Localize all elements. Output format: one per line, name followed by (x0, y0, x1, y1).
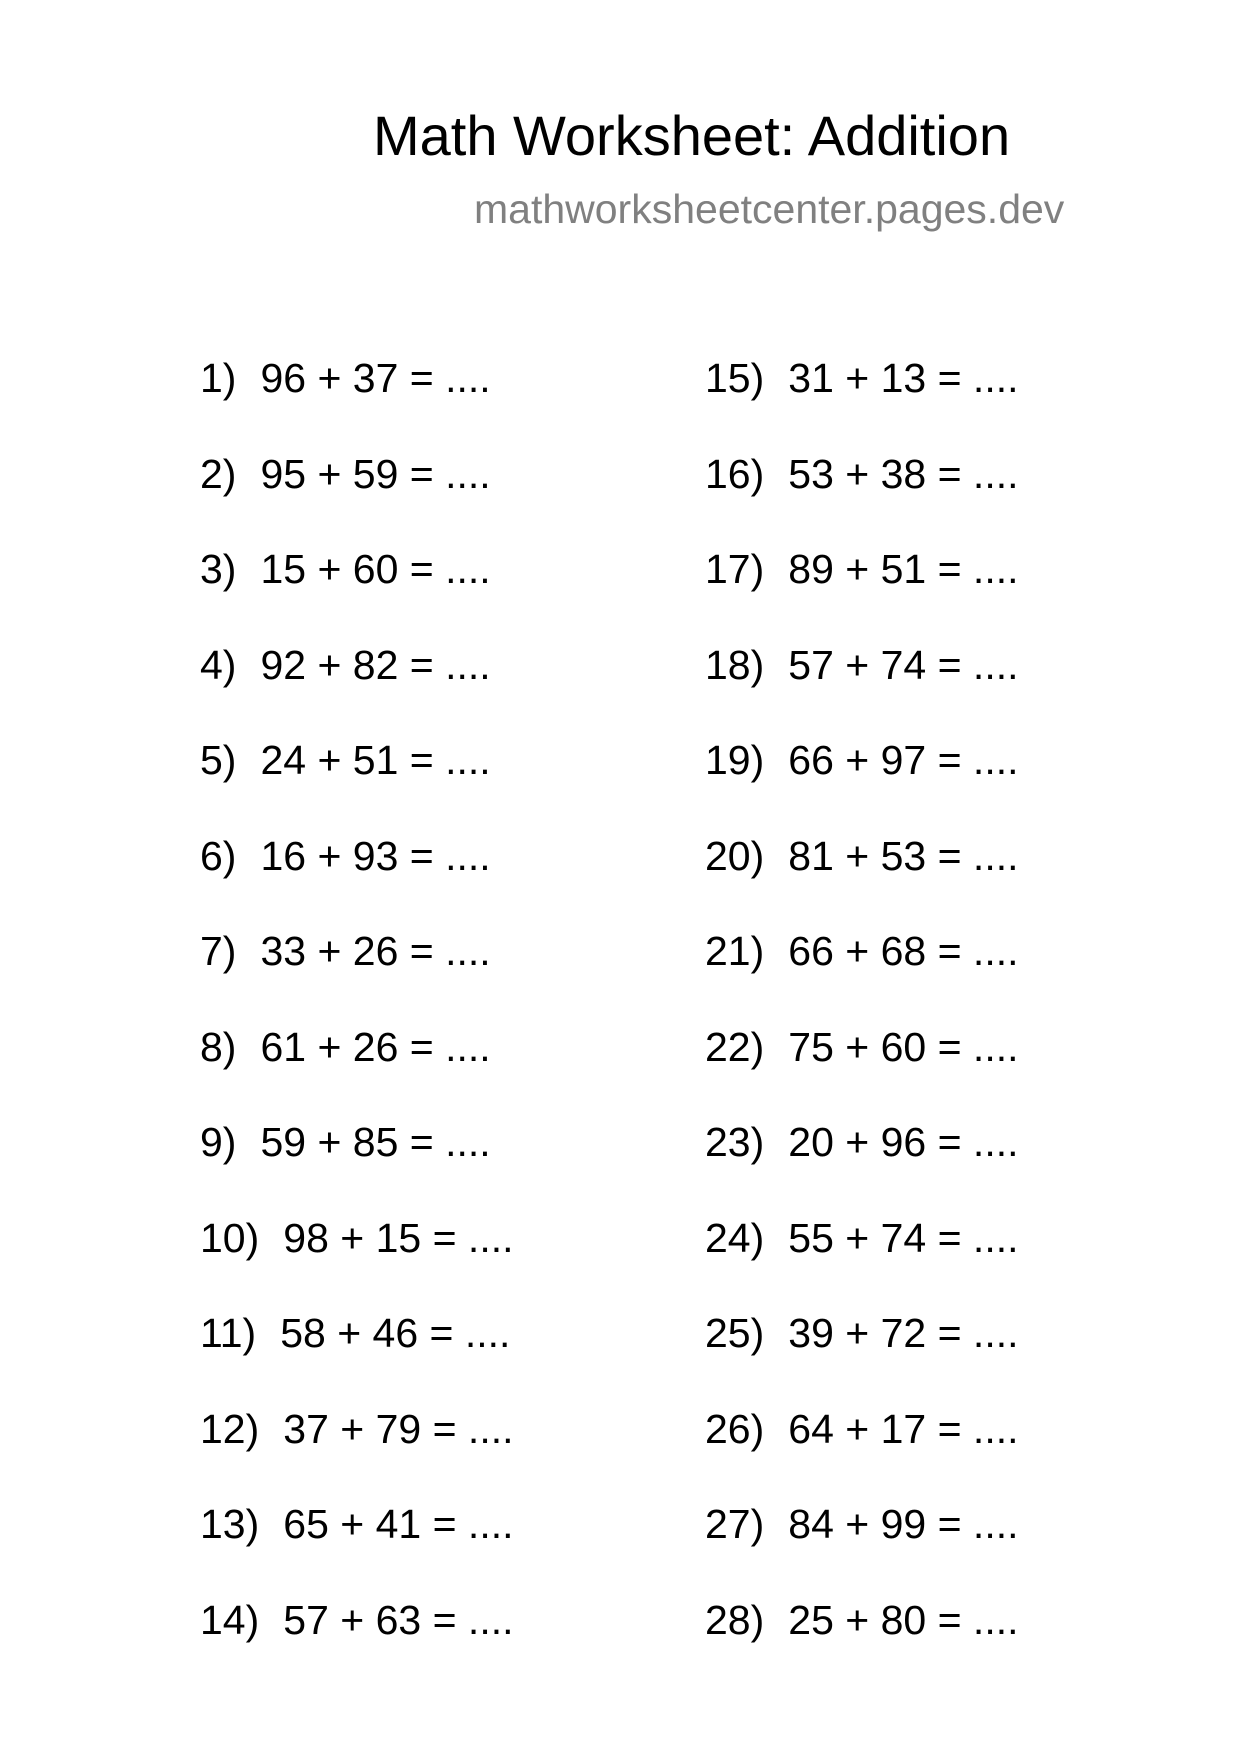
problem-number: 20) (705, 832, 765, 879)
problem-item (200, 1216, 514, 1312)
problem-expression: 39 + 72 = .... (788, 1310, 1019, 1356)
problem-number: 18) (705, 641, 765, 688)
problem-item (200, 1311, 514, 1407)
problem-number: 7) (200, 928, 237, 974)
problem-number: 22) (705, 1023, 765, 1070)
problem-number: 17) (705, 546, 765, 592)
website-url: mathworksheetcenter.pages.dev (474, 186, 1065, 232)
problem-expression: 58 + 46 = .... (280, 1310, 511, 1356)
problem-expression: 55 + 74 = .... (788, 1214, 1019, 1261)
problem-expression: 15 + 60 = .... (260, 546, 491, 592)
problem-expression: 95 + 59 = .... (260, 450, 491, 497)
problem-item (705, 1407, 1019, 1503)
problem-expression: 37 + 79 = .... (283, 1405, 514, 1452)
problem-item (705, 1598, 1019, 1694)
problem-item (200, 547, 514, 643)
problem-number: 16) (705, 450, 765, 497)
problem-item (200, 452, 514, 548)
problem-expression: 66 + 97 = .... (788, 737, 1019, 783)
problem-expression: 92 + 82 = .... (260, 641, 491, 688)
problem-number: 26) (705, 1405, 765, 1452)
problem-item (705, 834, 1019, 930)
problem-item (200, 738, 514, 834)
problem-expression: 24 + 51 = .... (260, 737, 491, 783)
problem-item (705, 547, 1019, 643)
problem-item (200, 1120, 514, 1216)
problem-number: 6) (200, 832, 237, 879)
problem-item (705, 1120, 1019, 1216)
problem-expression: 64 + 17 = .... (788, 1405, 1019, 1452)
problem-expression: 59 + 85 = .... (260, 1119, 491, 1165)
problem-expression: 66 + 68 = .... (788, 928, 1019, 974)
problem-expression: 96 + 37 = .... (260, 355, 491, 401)
problem-number: 5) (200, 737, 237, 783)
problem-column-left (200, 356, 514, 1693)
problem-expression: 84 + 99 = .... (788, 1501, 1019, 1547)
problem-expression: 57 + 74 = .... (788, 641, 1019, 688)
problem-expression: 20 + 96 = .... (788, 1119, 1019, 1165)
problem-number: 11) (200, 1310, 257, 1356)
problem-number: 9) (200, 1119, 237, 1165)
problem-item (705, 452, 1019, 548)
problem-expression: 61 + 26 = .... (260, 1023, 491, 1070)
problem-number: 25) (705, 1310, 765, 1356)
problem-number: 28) (705, 1596, 765, 1643)
problem-number: 24) (705, 1214, 765, 1261)
problem-item (200, 643, 514, 739)
problem-expression: 53 + 38 = .... (788, 450, 1019, 497)
problem-number: 23) (705, 1119, 765, 1165)
problem-expression: 65 + 41 = .... (283, 1501, 514, 1547)
problem-item (705, 1216, 1019, 1312)
problem-number: 8) (200, 1023, 237, 1070)
problem-expression: 25 + 80 = .... (788, 1596, 1019, 1643)
problem-item (200, 1025, 514, 1121)
problem-number: 10) (200, 1214, 260, 1261)
problem-number: 15) (705, 355, 765, 401)
problem-expression: 81 + 53 = .... (788, 832, 1019, 879)
problem-item (705, 929, 1019, 1025)
problem-expression: 89 + 51 = .... (788, 546, 1019, 592)
problem-item (200, 356, 514, 452)
problem-expression: 75 + 60 = .... (788, 1023, 1019, 1070)
problem-number: 27) (705, 1501, 765, 1547)
problem-item (200, 1407, 514, 1503)
problem-item (200, 1598, 514, 1694)
problem-number: 14) (200, 1596, 260, 1643)
problem-expression: 16 + 93 = .... (260, 832, 491, 879)
problem-number: 1) (200, 355, 237, 401)
problem-number: 4) (200, 641, 237, 688)
problem-item (200, 834, 514, 930)
problem-number: 3) (200, 546, 237, 592)
problem-number: 13) (200, 1501, 260, 1547)
problem-item (200, 1502, 514, 1598)
page-title: Math Worksheet: Addition (373, 104, 1011, 167)
problem-expression: 57 + 63 = .... (283, 1596, 514, 1643)
problem-number: 21) (705, 928, 765, 974)
problem-number: 19) (705, 737, 765, 783)
problem-column-right (705, 356, 1019, 1693)
problem-item (705, 643, 1019, 739)
problem-item (705, 356, 1019, 452)
problem-number: 2) (200, 450, 237, 497)
problem-expression: 33 + 26 = .... (260, 928, 491, 974)
problem-item (705, 1311, 1019, 1407)
problem-expression: 31 + 13 = .... (788, 355, 1019, 401)
problem-number: 12) (200, 1405, 260, 1452)
problem-expression: 98 + 15 = .... (283, 1214, 514, 1261)
problem-item (200, 929, 514, 1025)
problem-item (705, 1502, 1019, 1598)
problem-item (705, 1025, 1019, 1121)
problem-item (705, 738, 1019, 834)
